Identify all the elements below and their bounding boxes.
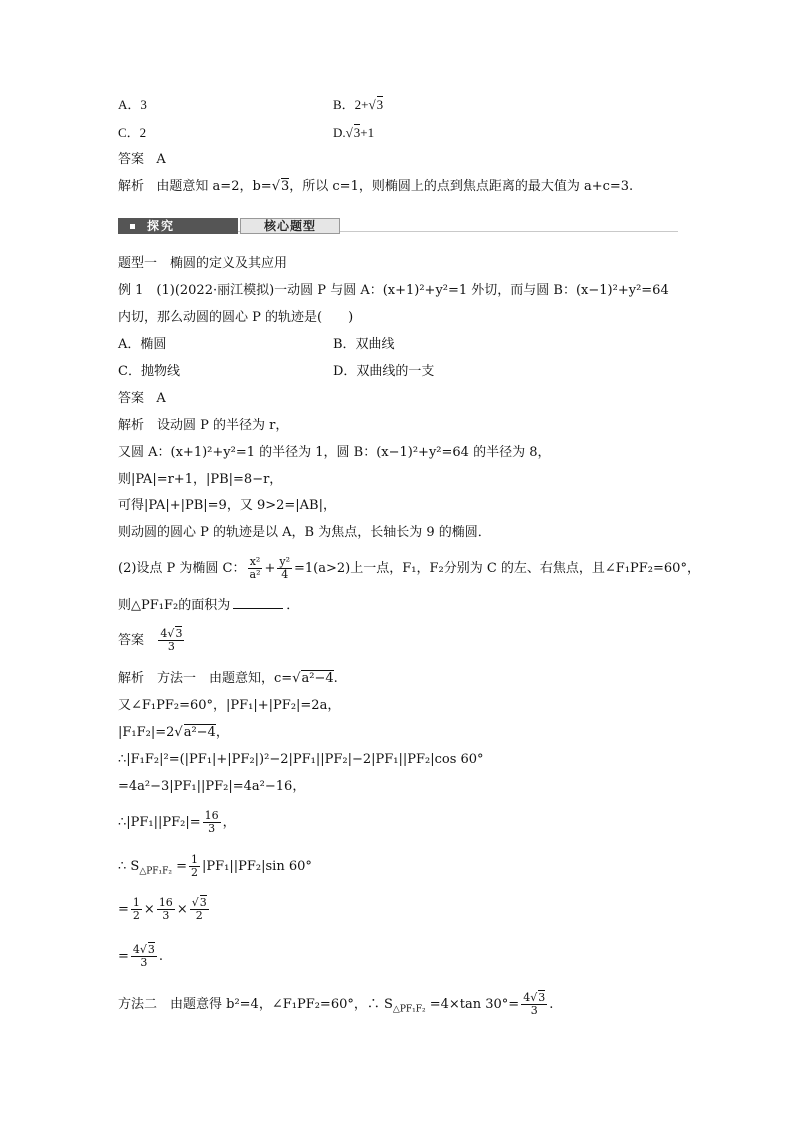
method1-line7: ∴ $S_{\triangle PF_1F_2}$ = $\frac{1}{2}$ |PF₁||PF₂|sin 60° [118,853,312,879]
option-a: A．3 [118,97,147,112]
ex1-analysis-3: 则|PA|=r+1，|PB|=8−r， [118,472,283,487]
method1-line3: |F₁F₂|=2√a²−4， [118,725,229,740]
section-label-core: 核心题型 [240,218,340,234]
fraction: $\frac{4√3}{3}$ [132,943,155,969]
fraction: $\frac{4√3}{3}$ [523,991,546,1017]
square-bullet-icon [130,224,135,229]
method1-line9: = $\frac{4√3}{3}$ . [118,943,164,969]
fraction: $\frac{1}{2}$ [191,853,199,879]
ex1-analysis-5: 则动圆的圆心 P 的轨迹是以 A，B 为焦点，长轴长为 9 的椭圆． [118,525,491,540]
answer-fraction: $\frac{4√3}{3}$ [160,627,183,653]
ex1-analysis-1: 解析 设动圆 P 的半径为 r， [118,418,289,433]
fraction: $\frac{√3}{2}$ [191,896,207,922]
method1-line5: =4a²−3|PF₁||PF₂|=4a²−16， [118,779,306,794]
method1-line8: = $\frac{1}{2}$ × $\frac{16}{3}$ × $\frac{√3}{2}$ [118,896,207,922]
example2-line1: (2)设点 P 为椭圆 C： $\frac{\text{x²}}{\text{a²}}$ + $\frac{\text{y²}}{4}$ =1(a>2)上一点，F₁，F₂分别为 C 的左、右焦点，且∠F₁PF₂=60°， [118,555,700,581]
ex1-option-a: A．椭圆 [118,337,167,352]
question-type-title: 题型一 椭圆的定义及其应用 [118,256,288,271]
method1-line6: ∴|PF₁||PF₂|= $\frac{16}{3}$ ， [118,809,236,835]
section-label-explore: 探究 [118,218,238,234]
ex1-analysis-4: 可得|PA|+|PB|=9，又 9>2=|AB|， [118,498,336,513]
ex1-option-c: C．抛物线 [118,364,180,379]
method1-line2: 又∠F₁PF₂=60°，|PF₁|+|PF₂|=2a， [118,698,341,713]
ex1-option-d: D．双曲线的一支 [333,364,435,379]
option-b: B．2+√3 [333,97,384,112]
ex1-answer: 答案 A [118,391,166,406]
ex1-option-b: B．双曲线 [333,337,395,352]
analysis-line: 解析 由题意知 a=2，b=√3，所以 c=1，则椭圆上的点到焦点距离的最大值为 a+c=3. [118,179,634,194]
ex1-analysis-2: 又圆 A：(x+1)²+y²=1 的半径为 1，圆 B：(x−1)²+y²=64 的半径为 8， [118,445,551,460]
method1-line1: 解析 方法一 由题意知，c=√a²−4. [118,671,338,686]
option-d: D.√3+1 [333,125,375,140]
method1-line4: ∴|F₁F₂|²=(|PF₁|+|PF₂|)²−2|PF₁||PF₂|−2|PF₁||PF₂|cos 60° [118,752,484,767]
example2-line2: 则△PF₁F₂的面积为 ． [118,598,300,613]
answer-line: 答案 A [118,152,166,167]
option-c: C．2 [118,125,147,140]
example1-line2: 内切，那么动圆的圆心 P 的轨迹是( ) [118,310,354,325]
fraction: $\frac{1}{2}$ [132,896,140,922]
fraction: $\frac{\text{y²}}{4}$ [279,555,291,581]
answer-blank [233,597,283,609]
fraction: $\frac{16}{3}$ [158,896,173,922]
method2-line: 方法二 由题意得 b²=4，∠F₁PF₂=60°，∴ $S_{\triangle PF_1F_2} =4\times\tan$ 30°= $\frac{4√3}{3}$ . [118,991,554,1017]
section-header-bar [118,216,678,236]
fraction: $\frac{\text{x²}}{\text{a²}}$ [249,555,261,581]
ex2-answer: 答案 $\frac{4√3}{3}$ [118,627,183,653]
fraction: $\frac{16}{3}$ [204,809,219,835]
example1-line1: 例 1 (1)(2022·丽江模拟)一动圆 P 与圆 A：(x+1)²+y²=1 外切，而与圆 B：(x−1)²+y²=64 [118,283,669,298]
